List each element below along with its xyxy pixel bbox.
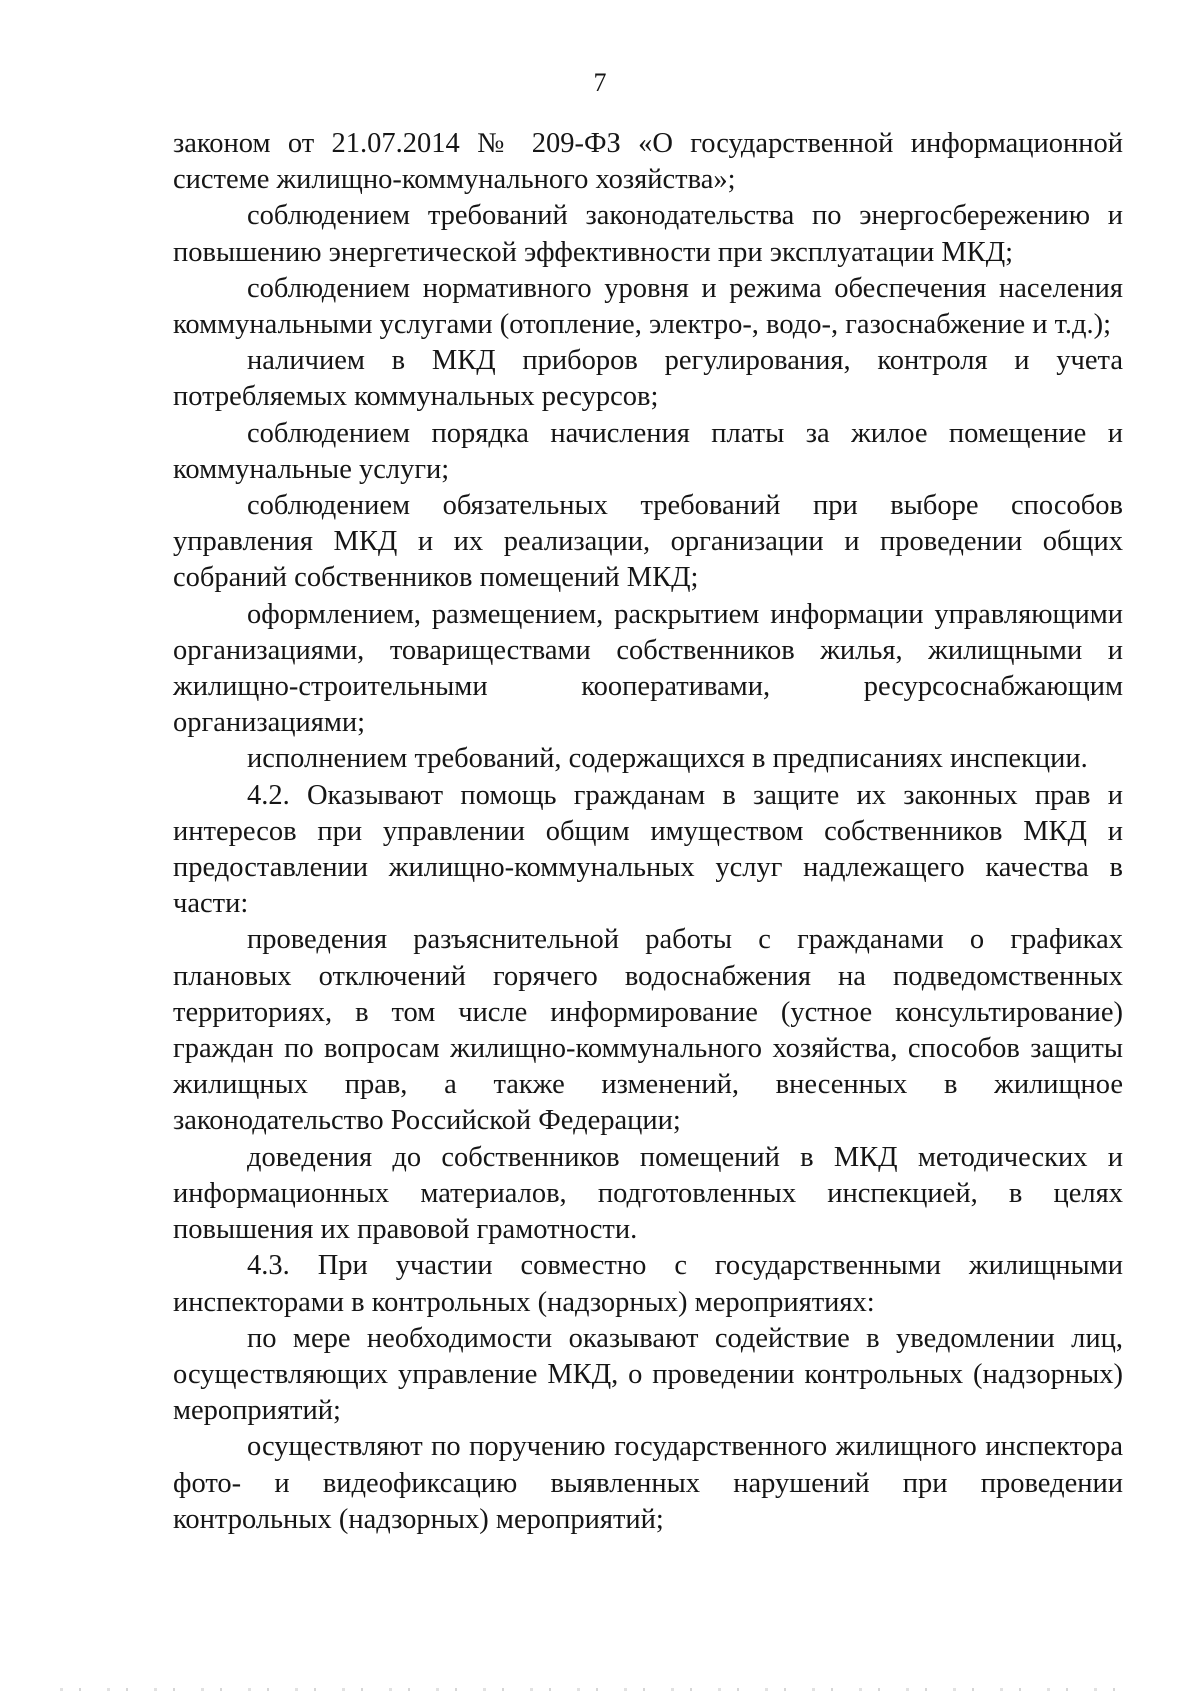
section-4-2: 4.2. Оказывают помощь гражданам в защите их законных прав и интересов при управлении общим имуществом собственников МКД и предоставлении жилищно-коммунальных услуг надлежащего качества в части: [173,779,1123,920]
paragraph: соблюдением обязательных требований при выборе способов управления МКД и их реализации, организации и проведении общих собраний собственников помещений МКД; [173,490,1123,594]
paragraph: доведения до собственников помещений в МКД методических и информационных материалов, подготовленных инспекцией, в целях повышения их правовой грамотности. [173,1141,1123,1246]
paragraph: проведения разъяснительной работы с гражданами о графиках плановых отключений горячего водоснабжения на подведомственных территориях, в том числе информирование (устное консультирование) граждан по вопросам жилищно-коммунального хозяйства, способов защиты жилищных прав, а также изменений, внесенных в жилищное законодательство Российской Федерации; [173,924,1123,1137]
paragraph: по мере необходимости оказывают содействие в уведомлении лиц, осуществляющих управление МКД, о проведении контрольных (надзорных) мероприятий; [173,1322,1123,1427]
paragraph: соблюдением нормативного уровня и режима обеспечения населения коммунальными услугами (отопление, электро-, водо-, газоснабжение и т.д.); [173,272,1123,341]
paragraph: соблюдением порядка начисления платы за жилое помещение и коммунальные услуги; [173,417,1123,485]
paragraph: оформлением, размещением, раскрытием информации управляющими организациями, товариществами собственников жилья, жилищными и жилищно-строительными кооперативами, ресурсоснабжающим организациями; [173,598,1123,739]
section-4-3: 4.3. При участии совместно с государственными жилищными инспекторами в контрольных (надзорных) мероприятиях: [173,1250,1123,1318]
paragraph: осуществляют по поручению государственного жилищного инспектора фото- и видеофиксацию выявленных нарушений при проведении контрольных (надзорных) мероприятий; [173,1431,1123,1535]
paragraph: соблюдением требований законодательства по энергосбережению и повышению энергетической эффективности при эксплуатации МКД; [173,200,1123,268]
scan-edge-artifact [60,1688,1140,1691]
page-number: 7 [593,68,607,97]
document-body [173,126,1123,1538]
paragraph: наличием в МКД приборов регулирования, контроля и учета потребляемых коммунальных ресурсов; [173,345,1123,413]
paragraph-continuation: законом от 21.07.2014 № 209-ФЗ «О государственной информационной системе жилищно-коммунального хозяйства»; [173,128,1123,196]
paragraph: исполнением требований, содержащихся в предписаниях инспекции. [247,743,1088,775]
